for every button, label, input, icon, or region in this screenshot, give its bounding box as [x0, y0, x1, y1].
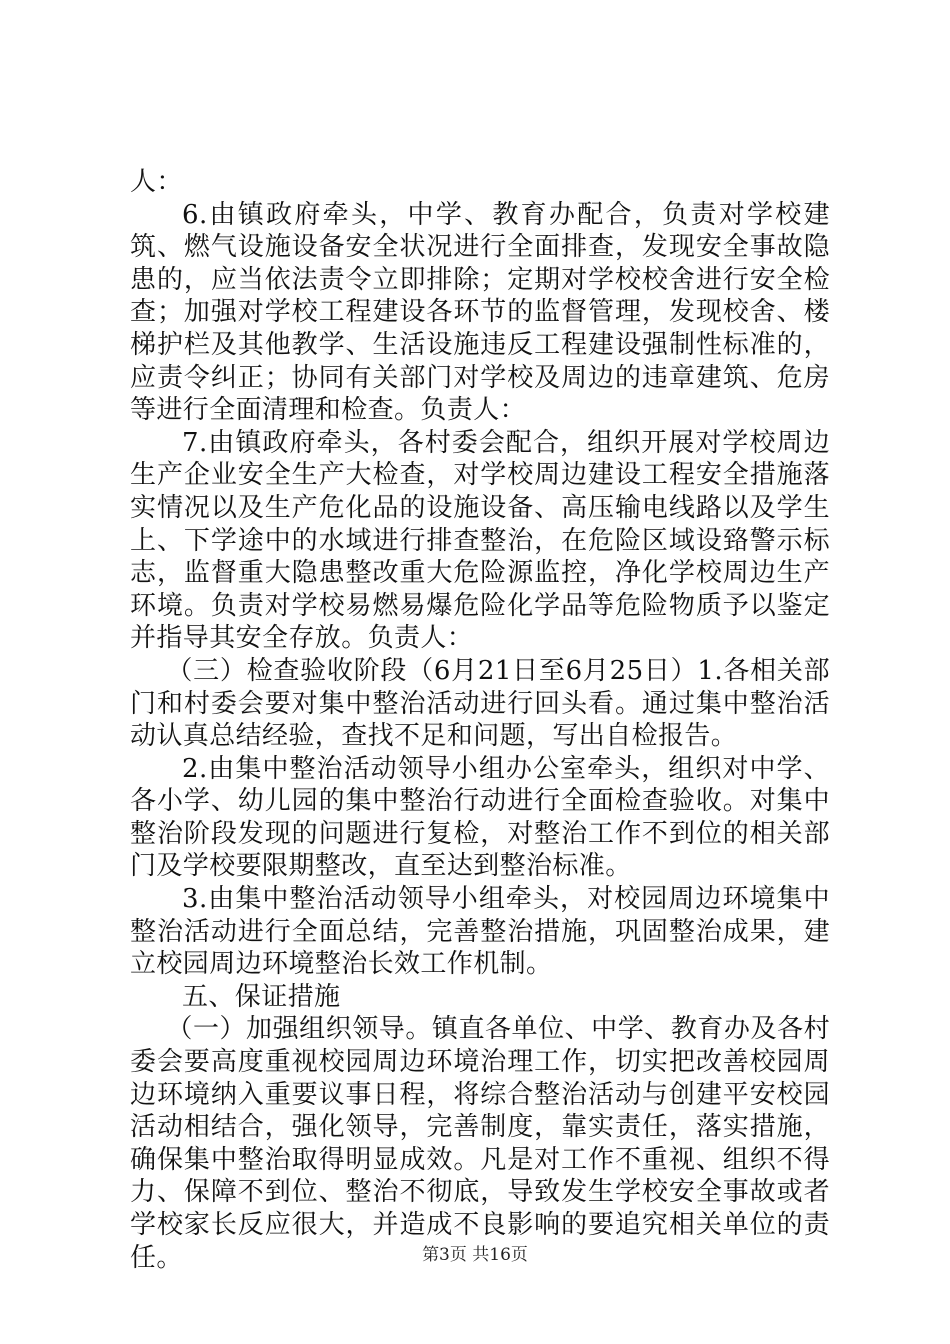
- section-heading-guarantee-measures: 五、保证措施: [182, 981, 341, 1012]
- paragraph-inspection-item-3: 3.由集中整治活动领导小组牵头，对校园周边环境集中整治活动进行全面总结，完善整治措施，巩固整治成果，建立校园周边环境整治长效工作机制。: [130, 884, 830, 980]
- paragraph-inspection-stage: （三）检查验收阶段（6月21日至6月25日）1.各相关部门和村委会要对集中整治活动进行回头看。通过集中整治活动认真总结经验，查找不足和问题，写出自检报告。: [130, 655, 830, 752]
- document-body: [130, 166, 830, 1274]
- paragraph-item-6: 6.由镇政府牵头，中学、教育办配合，负责对学校建筑、燃气设施设备安全状况进行全面排查，发现安全事故隐患的，应当依法责令立即排除；定期对学校校舍进行安全检查；加强对学校工程建设各环节的监督管理，发现校舍、楼梯护栏及其他教学、生活设施违反工程建设强制性标准的，应责令纠正；协同有关部门对学校及周边的违章建筑、危房等进行全面清理和检查。负责人：: [130, 199, 830, 426]
- paragraph-item-7: 7.由镇政府牵头，各村委会配合，组织开展对学校周边生产企业安全生产大检查，对学校周边建设工程安全措施落实情况以及生产危化品的设施设备、高压输电线路以及学生上、下学途中的水域进行排查整治，在危险区域设臵警示标志，监督重大隐患整改重大危险源监控，净化学校周边生产环境。负责对学校易燃易爆危险化学品等危险物质予以鉴定并指导其安全存放。负责人：: [130, 427, 830, 654]
- paragraph-inspection-item-2: 2.由集中整治活动领导小组办公室牵头，组织对中学、各小学、幼儿园的集中整治行动进行全面检查验收。对集中整治阶段发现的问题进行复检，对整治工作不到位的相关部门及学校要限期整改，直至达到整治标准。: [130, 753, 830, 882]
- page-number-footer: 第3页 共16页: [422, 1245, 528, 1265]
- paragraph-organization-leadership: （一）加强组织领导。镇直各单位、中学、教育办及各村委会要高度重视校园周边环境治理工作，切实把改善校园周边环境纳入重要议事日程，将综合整治活动与创建平安校园活动相结合，强化领导，完善制度，靠实责任，落实措施，确保集中整治取得明显成效。凡是对工作不重视、组织不得力、保障不到位、整治不彻底，导致发生学校安全事故或者学校家长反应很大，并造成不良影响的要追究相关单位的责任。: [130, 1014, 830, 1273]
- paragraph-continuation: 人：: [130, 167, 183, 197]
